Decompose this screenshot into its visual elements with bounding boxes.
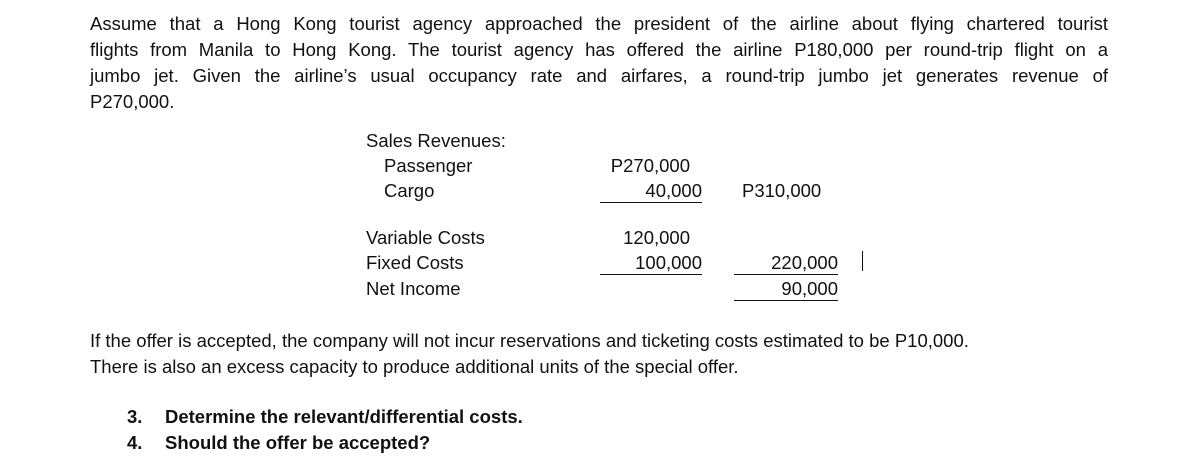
question-text: Determine the relevant/differential costs.	[165, 406, 523, 427]
intro-line: jumbo jet. Given the airline’s usual occupancy rate and airfares, a round-trip jumbo jet generates revenue of	[90, 65, 1108, 86]
passenger-label: Passenger	[384, 155, 473, 176]
intro-line: P270,000.	[90, 91, 175, 112]
closing-line: If the offer is accepted, the company will not incur reservations and ticketing costs estimated to be P10,000.	[90, 330, 969, 351]
net-income-label: Net Income	[366, 278, 461, 299]
passenger-amount: P270,000	[610, 155, 690, 176]
total-revenue: P310,000	[742, 180, 822, 201]
cursor-bar	[862, 251, 863, 271]
fixed-costs-amount: 100,000	[600, 252, 702, 275]
total-costs: 220,000	[734, 252, 838, 275]
question-number: 3.	[127, 406, 143, 427]
fixed-costs-label: Fixed Costs	[366, 252, 464, 273]
intro-paragraph	[90, 11, 1108, 115]
net-income-amount: 90,000	[734, 278, 838, 301]
cargo-label: Cargo	[384, 180, 435, 201]
closing-paragraph	[90, 328, 1110, 380]
question-number: 4.	[127, 432, 143, 453]
question-text: Should the offer be accepted?	[165, 432, 431, 453]
intro-line: Assume that a Hong Kong tourist agency approached the president of the airline about flying chartered tourist	[90, 13, 1108, 34]
sales-revenues-label: Sales Revenues:	[366, 130, 506, 151]
variable-costs-amount: 120,000	[623, 227, 690, 248]
cargo-amount: 40,000	[600, 180, 702, 203]
closing-line: There is also an excess capacity to produce additional units of the special offer.	[90, 356, 739, 377]
variable-costs-label: Variable Costs	[366, 227, 485, 248]
intro-line: flights from Manila to Hong Kong. The tourist agency has offered the airline P180,000 per round-trip flight on a	[90, 39, 1108, 60]
